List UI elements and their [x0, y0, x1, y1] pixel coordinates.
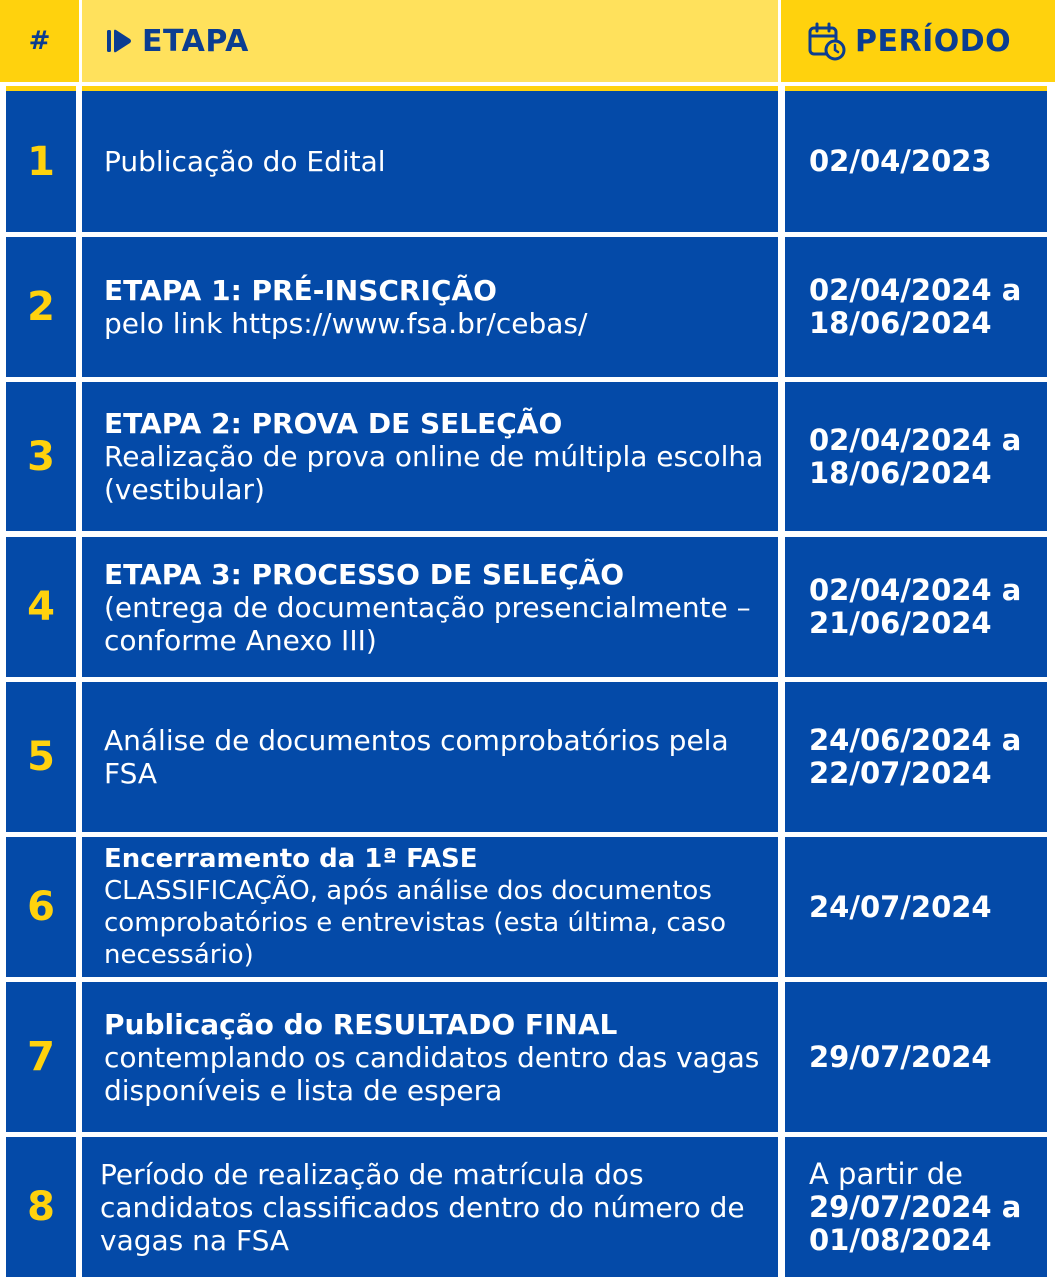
- row-etapa: [82, 982, 778, 1132]
- row-periodo: [785, 382, 1047, 531]
- row-number: 5: [6, 682, 76, 832]
- etapa-title: ETAPA 1: PRÉ-INSCRIÇÃO: [104, 274, 497, 307]
- etapa-description: contemplando os candidatos dentro das vagas disponíveis e lista de espera: [104, 1040, 760, 1107]
- row-number: 4: [6, 537, 76, 677]
- row-periodo: [785, 982, 1047, 1132]
- etapa-title: Encerramento da 1ª FASE: [104, 844, 478, 874]
- period-dates: 02/04/2023: [809, 144, 992, 178]
- row-etapa: [82, 237, 778, 377]
- row-etapa: [82, 837, 778, 977]
- header-number-label: #: [28, 26, 51, 56]
- row-number: 1: [6, 91, 76, 232]
- row-number: 2: [6, 237, 76, 377]
- period-lead: A partir de: [809, 1156, 963, 1191]
- etapa-description: pelo link https://www.fsa.br/cebas/: [104, 307, 588, 340]
- header-periodo-cell: [781, 0, 1055, 82]
- etapa-description: Análise de documentos comprobatórios pela FSA: [104, 724, 729, 790]
- row-number: 7: [6, 982, 76, 1132]
- period-dates: 29/07/2024: [809, 1039, 992, 1074]
- header-etapa-label: ETAPA: [142, 23, 249, 59]
- row-etapa: [82, 382, 778, 531]
- row-number: 6: [6, 837, 76, 977]
- row-periodo: [785, 91, 1047, 232]
- etapa-title: ETAPA 2: PROVA DE SELEÇÃO: [104, 407, 563, 440]
- etapa-title: Publicação do RESULTADO FINAL: [104, 1007, 618, 1041]
- row-periodo: [785, 682, 1047, 832]
- row-periodo: [785, 837, 1047, 977]
- header-periodo-label: PERÍODO: [855, 23, 1012, 59]
- period-dates: 02/04/2024 a 18/06/2024: [809, 422, 1022, 490]
- etapa-description: Publicação do Edital: [104, 145, 386, 178]
- etapa-description: Período de realização de matrícula dos candidatos classificados dentro do número de vagas na FSA: [100, 1157, 745, 1257]
- etapa-title: ETAPA 3: PROCESSO DE SELEÇÃO: [104, 557, 625, 591]
- play-step-icon: [106, 28, 132, 54]
- header-etapa-cell: [82, 0, 778, 82]
- row-etapa: [82, 682, 778, 832]
- row-etapa: [82, 537, 778, 677]
- etapa-description: Realização de prova online de múltipla escolha (vestibular): [104, 440, 764, 506]
- period-dates: 02/04/2024 a 18/06/2024: [809, 273, 1022, 340]
- period-dates: 24/06/2024 a 22/07/2024: [809, 723, 1022, 790]
- header-number-cell: [0, 0, 79, 82]
- period-dates: 29/07/2024 a 01/08/2024: [809, 1189, 1022, 1257]
- row-number: 3: [6, 382, 76, 531]
- period-dates: 02/04/2024 a 21/06/2024: [809, 573, 1022, 640]
- row-etapa: [82, 91, 778, 232]
- row-etapa: [82, 1137, 778, 1277]
- etapa-description: CLASSIFICAÇÃO, após análise dos documentos comprobatórios e entrevistas (esta última, caso necessário): [104, 876, 727, 970]
- row-periodo: [785, 537, 1047, 677]
- calendar-clock-icon: [807, 21, 847, 61]
- row-periodo: [785, 1137, 1047, 1277]
- period-dates: 24/07/2024: [809, 889, 992, 924]
- row-number: 8: [6, 1137, 76, 1277]
- etapa-description: (entrega de documentação presencialmente – conforme Anexo III): [104, 590, 751, 657]
- row-periodo: [785, 237, 1047, 377]
